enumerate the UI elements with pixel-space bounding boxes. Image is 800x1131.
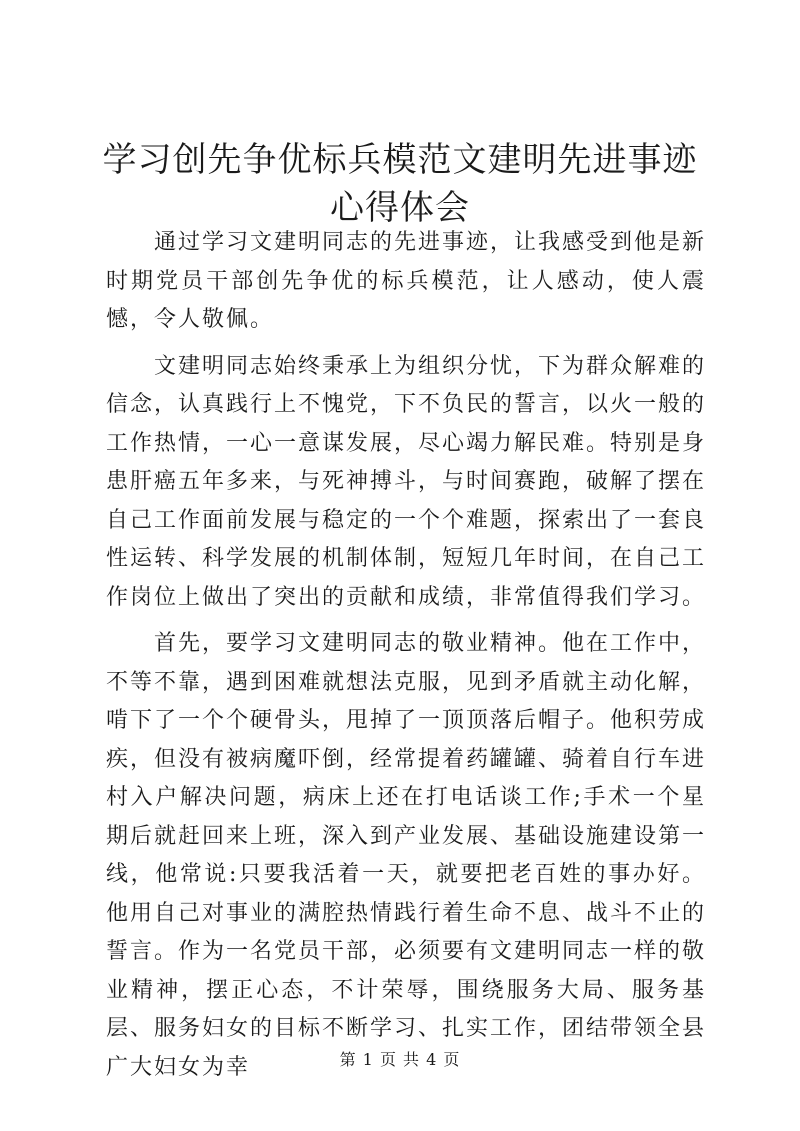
document-body bbox=[106, 224, 706, 1095]
paragraph: 通过学习文建明同志的先进事迹，让我感受到他是新时期党员干部创先争优的标兵模范，让人感动，使人震憾，令人敬佩。 bbox=[106, 230, 707, 332]
paragraph: 首先，要学习文建明同志的敬业精神。他在工作中，不等不靠，遇到困难就想法克服，见到矛盾就主动化解，啃下了一个个硬骨头，甩掉了一顶顶落后帽子。他积劳成疾，但没有被病魔吓倒，经常提着药罐罐、骑着自行车进村入户解决问题，病床上还在打电话谈工作;手术一个星期后就赶回来上班，深入到产业发展、基础设施建设第一线，他常说:只要我活着一天，就要把老百姓的事办好。他用自己对事业的满腔热情践行着生命不息、战斗不止的誓言。作为一名党员干部，必须要有文建明同志一样的敬业精神，摆正心态，不计荣辱，围绕服务大局、服务基层、服务妇女的目标不断学习、扎实工作，团结带领全县广大妇女为幸 bbox=[106, 631, 707, 1080]
document-title: 学习创先争优标兵模范文建明先进事迹心得体会 bbox=[102, 140, 698, 228]
page-footer: 第 1 页 共 4 页 bbox=[339, 1050, 461, 1069]
paragraph: 文建明同志始终秉承上为组织分忧，下为群众解难的信念，认真践行上不愧党，下不负民的誓言，以火一般的工作热情，一心一意谋发展，尽心竭力解民难。特别是身患肝癌五年多来，与死神搏斗，与时间赛跑，破解了摆在自己工作面前发展与稳定的一个个难题，探索出了一套良性运转、科学发展的机制体制，短短几年时间，在自己工作岗位上做出了突出的贡献和成绩，非常值得我们学习。 bbox=[106, 353, 707, 610]
